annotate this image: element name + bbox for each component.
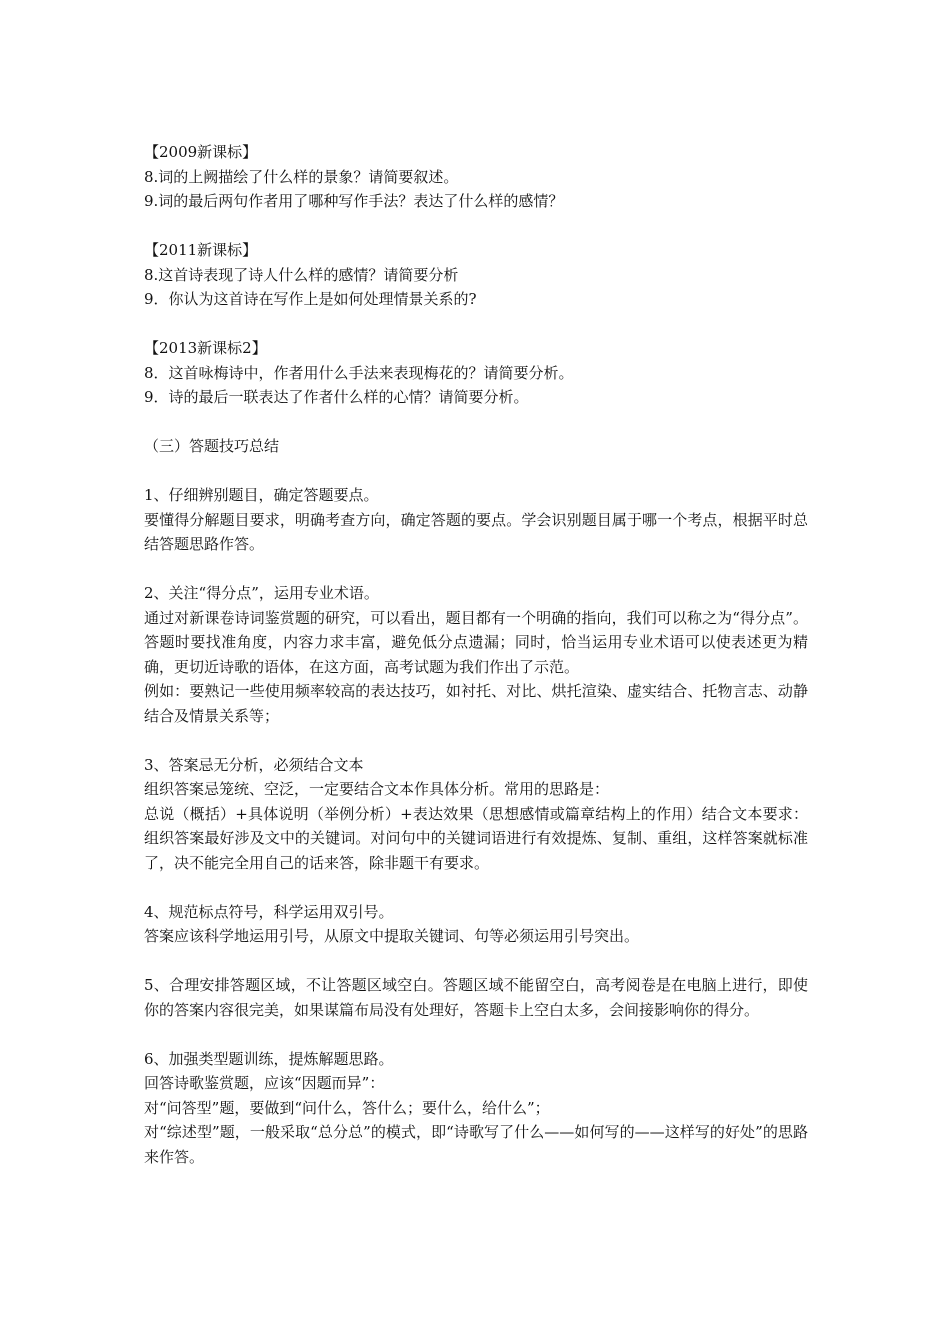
blank-line (144, 1022, 808, 1047)
tip-4 (144, 900, 808, 949)
tip-6 (144, 1047, 808, 1170)
tip-paragraph: 例如：要熟记一些使用频率较高的表达技巧，如衬托、对比、烘托渲染、虚实结合、托物言志、动静结合及情景关系等； (144, 682, 808, 725)
section-title: 【2013新课标2】 (144, 339, 267, 357)
tip-paragraph: 要懂得分解题目要求，明确考查方向，确定答题的要点。学会识别题目属于哪一个考点，根据平时总结答题思路作答。 (144, 510, 808, 553)
question-line: 8．这首咏梅诗中，作者用什么手法来表现梅花的？请简要分析。 (144, 363, 574, 382)
tip-5 (144, 973, 808, 1022)
tip-paragraph: 总说（概括）+具体说明（举例分析）+表达效果（思想感情或篇章结构上的作用）结合文本要求：组织答案最好涉及文中的关键词。对问句中的关键词语进行有效提炼、复制、重组，这样答案就标准了，决不能完全用自己的话来答，除非题干有要求。 (144, 804, 808, 872)
question-line: 9．你认为这首诗在写作上是如何处理情景关系的? (144, 290, 477, 308)
tip-paragraph: 回答诗歌鉴赏题，应该“因题而异”： (144, 1074, 385, 1092)
tip-paragraph: 对“综述型”题，一般采取“总分总”的模式，即“诗歌写了什么——如何写的——这样写的好处”的思路来作答。 (144, 1123, 808, 1166)
tip-paragraph: 对“问答型”题，要做到“问什么，答什么；要什么，给什么”； (144, 1098, 550, 1117)
tip-heading: 1、仔细辨别题目，确定答题要点。 (144, 486, 379, 504)
blank-line (144, 728, 808, 753)
question-line: 9．诗的最后一联表达了作者什么样的心情？请简要分析。 (144, 388, 529, 406)
tip-heading: 3、答案忌无分析，必须结合文本 (144, 755, 364, 774)
tip-paragraph: 答案应该科学地运用引号，从原文中提取关键词、句等必须运用引号突出。 (144, 927, 640, 945)
tip-1 (144, 483, 808, 557)
blank-line (144, 557, 808, 582)
question-line: 8.这首诗表现了诗人什么样的感情？请简要分析 (144, 265, 459, 284)
blank-line (144, 459, 808, 484)
blank-line (144, 214, 808, 239)
tip-paragraph: 通过对新课卷诗词鉴赏题的研究，可以看出，题目都有一个明确的指向，我们可以称之为“得分点”。答题时要找准角度，内容力求丰富，避免低分点遗漏；同时，恰当运用专业术语可以使表述更为精确，更切近诗歌的语体，在这方面，高考试题为我们作出了示范。 (144, 608, 808, 676)
blank-line (144, 949, 808, 974)
blank-line (144, 875, 808, 900)
question-line: 9.词的最后两句作者用了哪种写作手法？表达了什么样的感情？ (144, 192, 564, 210)
section-title: 【2009新课标】 (144, 143, 258, 161)
tip-3 (144, 753, 808, 876)
tip-2 (144, 581, 808, 728)
blank-line (144, 410, 808, 435)
exam-section-2013 (144, 336, 808, 410)
summary-heading: （三）答题技巧总结 (144, 437, 280, 455)
document-page (144, 140, 808, 1169)
blank-line (144, 312, 808, 337)
section-title: 【2011新课标】 (144, 241, 258, 259)
tip-paragraph: 5、合理安排答题区域，不让答题区域空白。答题区域不能留空白，高考阅卷是在电脑上进行，即使你的答案内容很完美，如果谋篇布局没有处理好，答题卡上空白太多，会间接影响你的得分。 (144, 976, 808, 1019)
exam-section-2011 (144, 238, 808, 312)
question-line: 8.词的上阙描绘了什么样的景象？请简要叙述。 (144, 167, 459, 186)
exam-section-2009 (144, 140, 808, 214)
tip-paragraph: 组织答案忌笼统、空泛，一定要结合文本作具体分析。常用的思路是： (144, 780, 610, 798)
tip-heading: 6、加强类型题训练，提炼解题思路。 (144, 1049, 394, 1068)
tip-heading: 2、关注“得分点”，运用专业术语。 (144, 584, 379, 602)
tip-heading: 4、规范标点符号，科学运用双引号。 (144, 902, 394, 921)
